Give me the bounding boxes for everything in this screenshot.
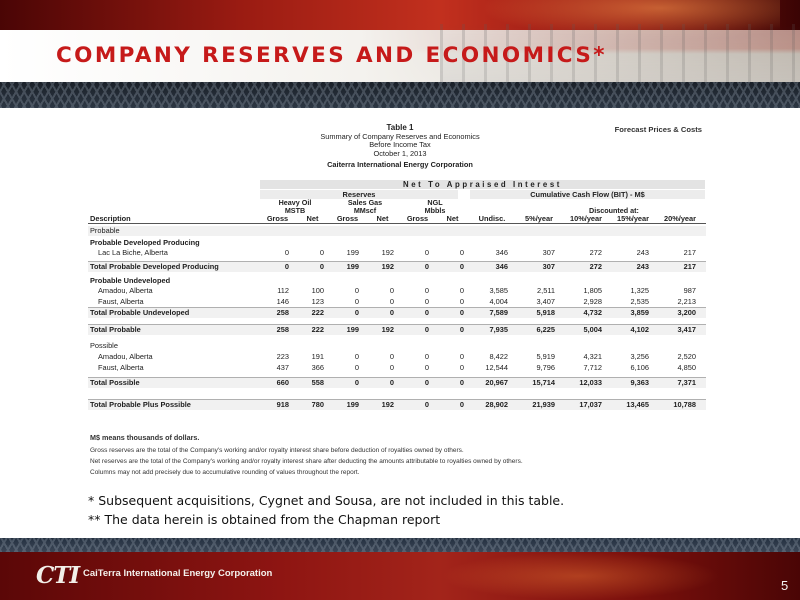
row-label: Total Possible bbox=[90, 378, 140, 387]
table-cell: 272 bbox=[589, 262, 602, 271]
table-cell: 3,417 bbox=[677, 325, 696, 334]
table-cell: 1,325 bbox=[630, 286, 649, 295]
table-notes bbox=[90, 432, 710, 478]
table-cell: 6,225 bbox=[536, 325, 555, 334]
table-cell: 0 bbox=[389, 286, 394, 295]
row-label: Total Probable Developed Producing bbox=[90, 262, 219, 271]
table-cell: 0 bbox=[389, 378, 394, 387]
table-cell: 3,859 bbox=[630, 308, 649, 317]
table-row bbox=[84, 226, 716, 236]
heavy-oil-label: Heavy Oil bbox=[278, 198, 312, 207]
table-cell: 222 bbox=[311, 308, 324, 317]
table-heading bbox=[84, 124, 716, 170]
table-row bbox=[84, 352, 716, 362]
table-cell: 4,102 bbox=[630, 325, 649, 334]
table-cell: 223 bbox=[276, 352, 289, 361]
cashflow-group-header: Cumulative Cash Flow (BIT) - M$ bbox=[470, 190, 705, 199]
table-cell: 3,407 bbox=[536, 297, 555, 306]
table-cell: 191 bbox=[311, 352, 324, 361]
table-cell: 366 bbox=[311, 363, 324, 372]
table-cell: 0 bbox=[389, 297, 394, 306]
table-cell: 3,256 bbox=[630, 352, 649, 361]
table-cell: 243 bbox=[636, 248, 649, 257]
company-name: CaiTerra International Energy Corporation bbox=[83, 568, 273, 579]
table-row bbox=[84, 325, 716, 335]
row-rule bbox=[88, 261, 706, 262]
row-rule bbox=[88, 324, 706, 325]
ngl-label: NGL bbox=[427, 198, 443, 207]
row-label: Faust, Alberta bbox=[98, 297, 144, 306]
table-cell: 21,939 bbox=[532, 400, 555, 409]
row-label: Faust, Alberta bbox=[98, 363, 144, 372]
table-row bbox=[84, 308, 716, 318]
table-cell: 0 bbox=[424, 248, 429, 257]
table-cell: 7,935 bbox=[489, 325, 508, 334]
row-label: Amadou, Alberta bbox=[98, 352, 153, 361]
table-cell: 5,919 bbox=[536, 352, 555, 361]
table-cell: 12,544 bbox=[485, 363, 508, 372]
table-note: Gross reserves are the total of the Company's working and/or royalty interest share before deduction of royalties owned by others. bbox=[90, 447, 464, 454]
row-rule bbox=[88, 399, 706, 400]
table-cell: 0 bbox=[424, 378, 429, 387]
table-cell: 1,805 bbox=[583, 286, 602, 295]
table-cell: 0 bbox=[389, 308, 394, 317]
column-header: Gross bbox=[336, 214, 359, 223]
table-cell: 660 bbox=[276, 378, 289, 387]
column-header: Gross bbox=[266, 214, 289, 223]
page-number: 5 bbox=[781, 578, 789, 593]
table-cell: 307 bbox=[542, 248, 555, 257]
table-cell: 199 bbox=[346, 248, 359, 257]
table-cell: 0 bbox=[424, 325, 429, 334]
column-header: Net bbox=[376, 214, 389, 223]
table-cell: 4,732 bbox=[583, 308, 602, 317]
table-cell: 0 bbox=[459, 325, 464, 334]
table-cell: 0 bbox=[459, 262, 464, 271]
table-note: Columns may not add precisely due to accumulative rounding of values throughout the report. bbox=[90, 469, 360, 476]
table-row bbox=[84, 248, 716, 258]
table-cell: 8,422 bbox=[489, 352, 508, 361]
table-cell: 0 bbox=[354, 363, 359, 372]
table-cell: 0 bbox=[284, 262, 289, 271]
table-heading-line: Before Income Tax bbox=[369, 140, 431, 150]
table-cell: 0 bbox=[459, 248, 464, 257]
table-row bbox=[84, 238, 716, 248]
table-cell: 558 bbox=[311, 378, 324, 387]
row-label: Amadou, Alberta bbox=[98, 286, 153, 295]
table-cell: 15,714 bbox=[532, 378, 555, 387]
table-cell: 13,465 bbox=[626, 400, 649, 409]
table-cell: 192 bbox=[381, 262, 394, 271]
table-cell: 7,712 bbox=[583, 363, 602, 372]
table-row bbox=[84, 341, 716, 351]
table-row bbox=[84, 400, 716, 410]
table-cell: 0 bbox=[424, 363, 429, 372]
ngl-header bbox=[400, 199, 470, 215]
table-heading-line: October 1, 2013 bbox=[373, 148, 427, 158]
table-cell: 146 bbox=[276, 297, 289, 306]
table-cell: 0 bbox=[424, 286, 429, 295]
table-cell: 0 bbox=[354, 308, 359, 317]
table-cell: 0 bbox=[424, 297, 429, 306]
table-cell: 0 bbox=[424, 352, 429, 361]
column-header: Gross bbox=[406, 214, 429, 223]
table-heading-line: Table 1 bbox=[386, 123, 414, 132]
table-cell: 258 bbox=[276, 308, 289, 317]
table-cell: 0 bbox=[459, 297, 464, 306]
table-cell: 100 bbox=[311, 286, 324, 295]
table-cell: 0 bbox=[354, 352, 359, 361]
table-cell: 20,967 bbox=[485, 378, 508, 387]
column-header: Undisc. bbox=[478, 214, 506, 223]
table-row bbox=[84, 378, 716, 388]
row-label: Possible bbox=[90, 341, 118, 350]
table-cell: 9,363 bbox=[630, 378, 649, 387]
footnote-acquisitions: * Subsequent acquisitions, Cygnet and Sousa, are not included in this table. bbox=[88, 493, 565, 508]
table-cell: 5,918 bbox=[536, 308, 555, 317]
table-cell: 199 bbox=[346, 262, 359, 271]
table-cell: 0 bbox=[424, 400, 429, 409]
table-cell: 0 bbox=[319, 248, 324, 257]
heavy-oil-header bbox=[260, 199, 330, 215]
table-cell: 9,796 bbox=[536, 363, 555, 372]
table-cell: 222 bbox=[311, 325, 324, 334]
table-cell: 192 bbox=[381, 400, 394, 409]
table-cell: 2,535 bbox=[630, 297, 649, 306]
row-label: Probable Undeveloped bbox=[90, 276, 171, 285]
column-header: 15%/year bbox=[616, 214, 650, 223]
table-heading-line: Summary of Company Reserves and Economics bbox=[320, 131, 480, 141]
table-cell: 2,928 bbox=[583, 297, 602, 306]
header-rule bbox=[88, 223, 706, 224]
table-cell: 199 bbox=[346, 325, 359, 334]
table-row bbox=[84, 297, 716, 307]
table-row bbox=[84, 276, 716, 286]
table-cell: 28,902 bbox=[485, 400, 508, 409]
table-cell: 112 bbox=[277, 286, 289, 295]
table-cell: 192 bbox=[381, 248, 394, 257]
table-cell: 0 bbox=[354, 378, 359, 387]
table-cell: 0 bbox=[459, 363, 464, 372]
table-cell: 217 bbox=[683, 262, 696, 271]
table-cell: 0 bbox=[459, 352, 464, 361]
table-cell: 0 bbox=[354, 297, 359, 306]
table-cell: 199 bbox=[346, 400, 359, 409]
reserves-table-image bbox=[84, 114, 716, 490]
row-label: Lac La Biche, Alberta bbox=[98, 248, 168, 257]
table-cell: 12,033 bbox=[579, 378, 602, 387]
table-cell: 192 bbox=[381, 325, 394, 334]
slide-title: COMPANY RESERVES AND ECONOMICS* bbox=[56, 43, 607, 68]
table-cell: 0 bbox=[354, 286, 359, 295]
table-row bbox=[84, 363, 716, 373]
table-cell: 272 bbox=[589, 248, 602, 257]
table-cell: 123 bbox=[311, 297, 324, 306]
table-cell: 3,585 bbox=[489, 286, 508, 295]
table-row bbox=[84, 286, 716, 296]
table-cell: 4,321 bbox=[583, 352, 602, 361]
table-cell: 7,589 bbox=[489, 308, 508, 317]
sales-gas-unit: MMscf bbox=[353, 206, 377, 215]
column-header: Net bbox=[306, 214, 319, 223]
column-header: Net bbox=[446, 214, 459, 223]
table-cell: 4,850 bbox=[677, 363, 696, 372]
row-label: Total Probable Undeveloped bbox=[90, 308, 190, 317]
table-note: M$ means thousands of dollars. bbox=[90, 433, 200, 442]
table-cell: 0 bbox=[389, 352, 394, 361]
table-cell: 0 bbox=[459, 378, 464, 387]
column-header: Description bbox=[90, 214, 131, 223]
discounted-at-label: Discounted at: bbox=[589, 206, 639, 215]
table-cell: 918 bbox=[276, 400, 289, 409]
column-header: 10%/year bbox=[569, 214, 603, 223]
table-cell: 437 bbox=[276, 363, 289, 372]
table-cell: 0 bbox=[319, 262, 324, 271]
table-cell: 0 bbox=[284, 248, 289, 257]
table-cell: 2,520 bbox=[677, 352, 696, 361]
table-cell: 7,371 bbox=[677, 378, 696, 387]
reserves-group-header: Reserves bbox=[260, 190, 458, 199]
footer-texture bbox=[0, 538, 800, 552]
table-cell: 5,004 bbox=[583, 325, 602, 334]
ngl-unit: Mbbls bbox=[424, 206, 446, 215]
table-cell: 0 bbox=[389, 363, 394, 372]
company-logo: CTI bbox=[36, 562, 80, 589]
table-cell: 3,200 bbox=[677, 308, 696, 317]
table-cell: 0 bbox=[424, 308, 429, 317]
heavy-oil-unit: MSTB bbox=[284, 206, 306, 215]
interest-banner: Net To Appraised Interest bbox=[260, 180, 705, 189]
table-cell: 346 bbox=[495, 248, 508, 257]
row-rule bbox=[88, 307, 706, 308]
table-cell: 243 bbox=[636, 262, 649, 271]
table-cell: 346 bbox=[495, 262, 508, 271]
footer-glow bbox=[440, 552, 720, 600]
sales-gas-label: Sales Gas bbox=[347, 198, 383, 207]
row-label: Probable Developed Producing bbox=[90, 238, 200, 247]
table-cell: 987 bbox=[683, 286, 696, 295]
table-cell: 780 bbox=[311, 400, 324, 409]
table-cell: 10,788 bbox=[673, 400, 696, 409]
table-cell: 4,004 bbox=[489, 297, 508, 306]
table-cell: 6,106 bbox=[630, 363, 649, 372]
table-cell: 17,037 bbox=[579, 400, 602, 409]
table-cell: 0 bbox=[459, 400, 464, 409]
table-row bbox=[84, 262, 716, 272]
table-company-name: Caiterra International Energy Corporation bbox=[327, 160, 473, 170]
table-cell: 2,213 bbox=[677, 297, 696, 306]
table-note: Net reserves are the total of the Company's working and/or royalty interest share after deducting the amounts attributable to royalties owned by others. bbox=[90, 458, 523, 465]
column-header: 20%/year bbox=[663, 214, 697, 223]
column-header: 5%/year bbox=[525, 214, 553, 223]
header-texture bbox=[0, 82, 800, 108]
row-rule bbox=[88, 377, 706, 378]
table-cell: 258 bbox=[276, 325, 289, 334]
row-label: Probable bbox=[90, 226, 120, 235]
sales-gas-header bbox=[330, 199, 400, 215]
footnote-source: ** The data herein is obtained from the Chapman report bbox=[88, 512, 441, 527]
table-cell: 307 bbox=[542, 262, 555, 271]
row-label: Total Probable bbox=[90, 325, 141, 334]
table-cell: 0 bbox=[424, 262, 429, 271]
forecast-label: Forecast Prices & Costs bbox=[614, 125, 702, 134]
table-cell: 2,511 bbox=[537, 286, 555, 295]
table-cell: 0 bbox=[459, 286, 464, 295]
row-label: Total Probable Plus Possible bbox=[90, 400, 191, 409]
table-cell: 0 bbox=[459, 308, 464, 317]
table-cell: 217 bbox=[683, 248, 696, 257]
